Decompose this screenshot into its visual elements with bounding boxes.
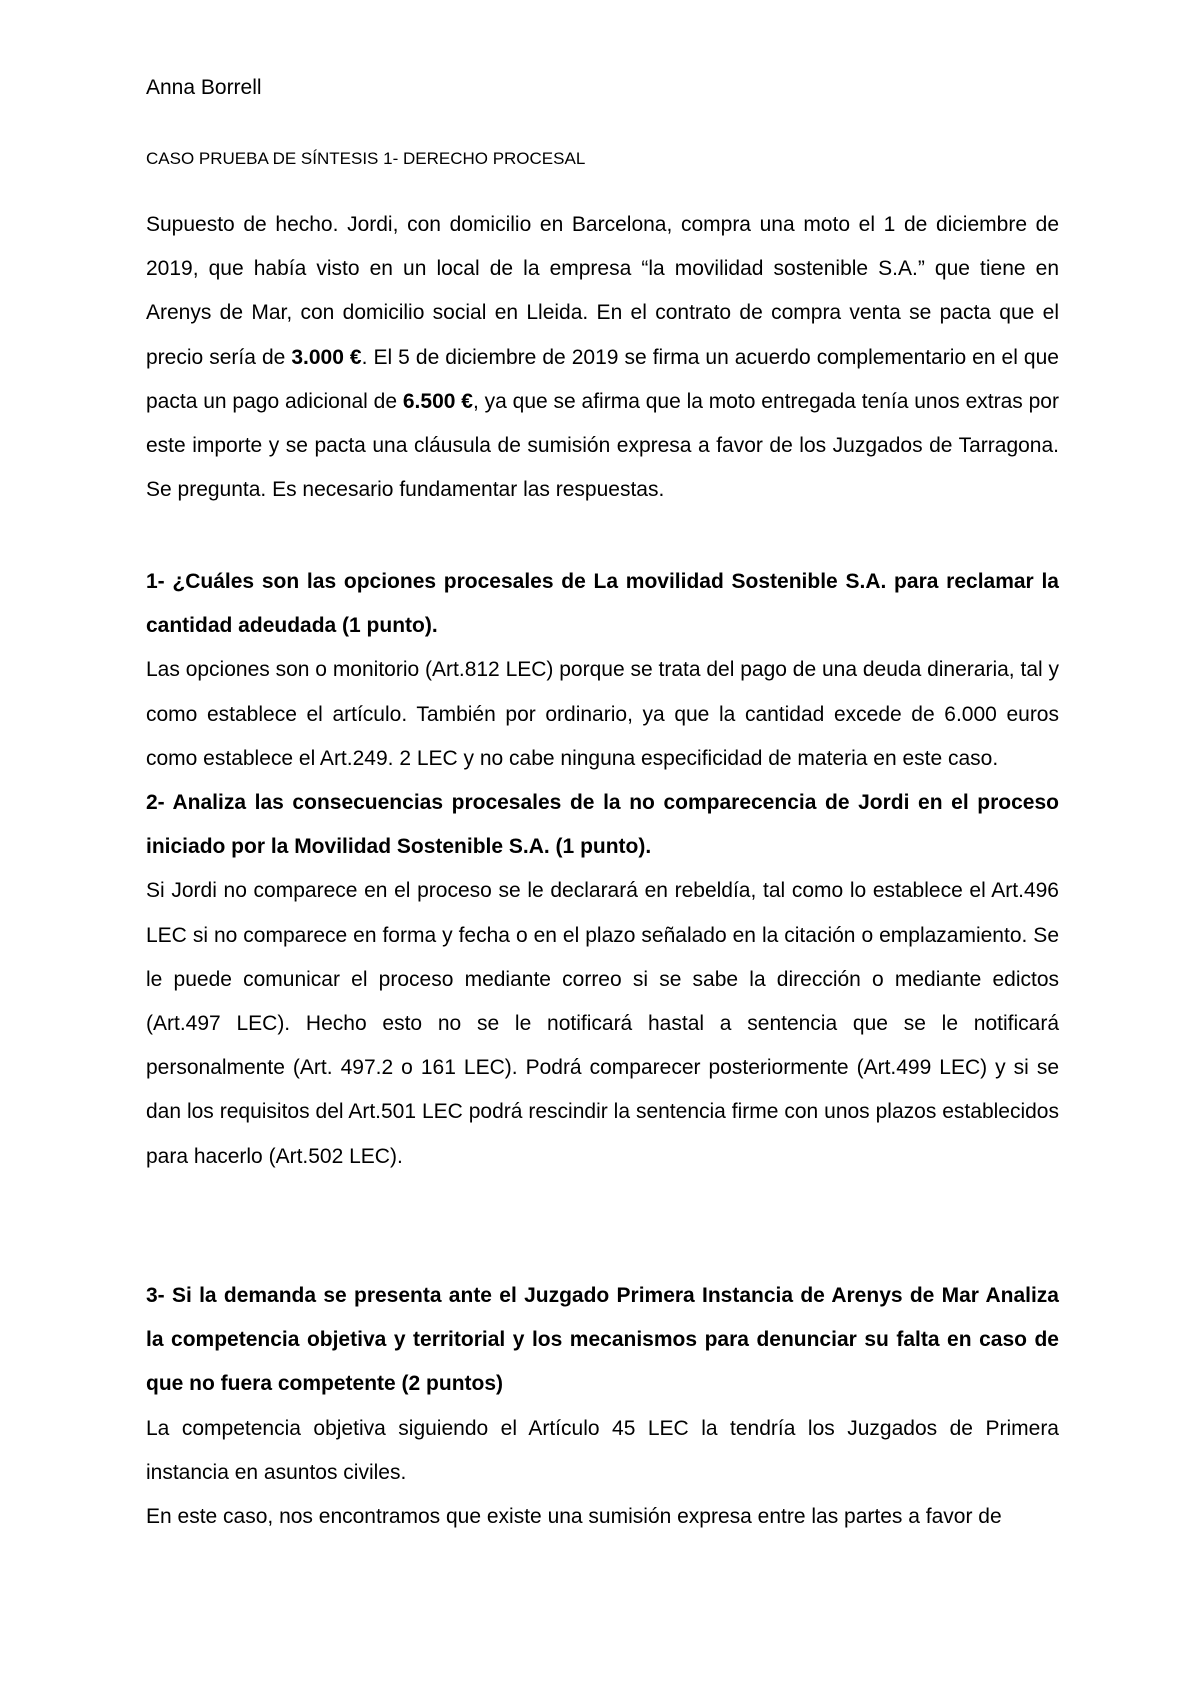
question-2: 2- Analiza las consecuencias procesales de la no comparecencia de Jordi en el proceso iniciado por la Movilidad Sostenible S.A. (1 punto). (146, 791, 1059, 859)
price-amount: 3.000 € (291, 345, 362, 369)
answer-3-paragraph-2: En este caso, nos encontramos que existe una sumisión expresa entre las partes a favor de (146, 1505, 1002, 1529)
questions-section-1-2 (146, 560, 1059, 1179)
answer-1: Las opciones son o monitorio (Art.812 LEC) porque se trata del pago de una deuda dineraria, tal y como establece el artículo. También por ordinario, ya que la cantidad excede de 6.000 euros como establece el Art.249. 2 LEC y no cabe ninguna especificidad de materia en este caso. (146, 658, 1059, 770)
question-1: 1- ¿Cuáles son las opciones procesales de La movilidad Sostenible S.A. para reclamar la cantidad adeudada (1 punto). (146, 570, 1059, 638)
author-name: Anna Borrell (146, 76, 262, 99)
extra-amount: 6.500 € (402, 389, 473, 413)
questions-section-3 (146, 1274, 1059, 1539)
facts-text-1: Supuesto de hecho. Jordi, con domicilio en Barcelona, compra una moto el 1 de diciembre de 2019, que había visto en un local de la empresa “la movilidad sostenible S.A.” que tiene en Arenys de Mar, con domicilio social en Lleida. En el contrato de compra venta se pacta que el precio sería de (146, 213, 1059, 369)
facts-paragraph (146, 203, 1059, 512)
answer-3-paragraph-1: La competencia objetiva siguiendo el Artículo 45 LEC la tendría los Juzgados de Primera instancia en asuntos civiles. (146, 1416, 1059, 1484)
question-3: 3- Si la demanda se presenta ante el Juzgado Primera Instancia de Arenys de Mar Analiza la competencia objetiva y territorial y los mecanismos para denunciar su falta en caso de que no fuera competente (2 puntos) (146, 1284, 1059, 1396)
document-title: CASO PRUEBA DE SÍNTESIS 1- DERECHO PROCESAL (146, 149, 586, 168)
facts-text-3: , ya que se afirma que la moto entregada tenía unos extras por este importe y se pacta una cláusula de sumisión expresa a favor de los Juzgados de Tarragona. Se pregunta. Es necesario fundamentar las respuestas. (146, 389, 1059, 502)
facts-section (146, 203, 1059, 512)
answer-2: Si Jordi no comparece en el proceso se le declarará en rebeldía, tal como lo establece el Art.496 LEC si no comparece en forma y fecha o en el plazo señalado en la citación o emplazamiento. Se le puede comunicar el proceso mediante correo si se sabe la dirección o mediante edictos (Art.497 LEC). Hecho esto no se le notificará hastal a sentencia que se le notificará personalmente (Art. 497.2 o 161 LEC). Podrá comparecer posteriormente (Art.499 LEC) y si se dan los requisitos del Art.501 LEC podrá rescindir la sentencia firme con unos plazos establecidos para hacerlo (Art.502 LEC). (146, 879, 1059, 1168)
facts-text-2: . El 5 de diciembre de 2019 se firma un acuerdo complementario en el que pacta un pago adicional de (146, 345, 1059, 413)
